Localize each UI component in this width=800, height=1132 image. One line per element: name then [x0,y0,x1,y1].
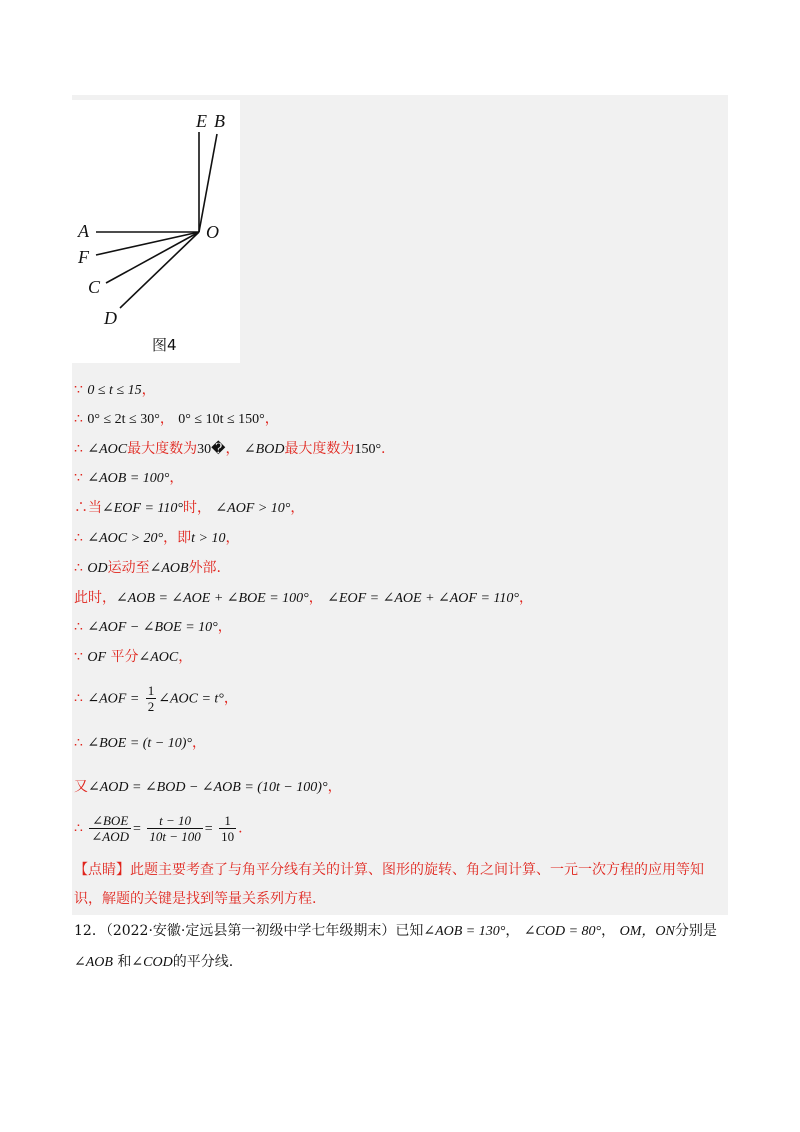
ray-OC [106,232,199,283]
solution-line-9: ∴ ∠AOF − ∠BOE = 10°， [74,619,232,635]
solution-line-4: ∵ ∠AOB = 100°， [74,470,184,486]
fraction-t-expression: $\frac{t - 10}{10t - 100}$ [149,813,201,844]
solution-line-13: 又∠AOD = ∠BOD − ∠AOB = (10t − 100)°， [74,779,342,795]
angle-diagram [72,100,240,363]
key-point-note: 【点睛】此题主要考查了与角平分线有关的计算、图形的旋转、角之间计算、一元一次方程的应用等知识，解题的关键是找到等量关系列方程. [74,862,704,907]
solution-line-7: ∴ OD运动至∠AOB外部. [74,560,222,576]
solution-line-2: ∴ 0° ≤ 2t ≤ 30°， 0° ≤ 10t ≤ 150°， [74,411,279,427]
question-source: （2022·安徽·定远县第一初级中学七年级期末）已知 [105,923,424,939]
figure-4 [72,100,240,363]
point-label-O: O [206,222,219,242]
point-label-A: A [78,221,89,241]
solution-line-10: ∵ OF 平分∠AOC， [74,649,193,665]
solution-line-11: ∴ ∠AOF = $\frac{1}{2}$ ∠AOC = t°， [74,683,238,714]
solution-line-3: ∴ ∠AOC最大度数为30�， ∠BOD最大度数为150°. [74,441,386,457]
figure-caption: 图4 [152,336,177,354]
ray-OB [199,134,217,232]
point-label-E: E [196,111,207,131]
solution-line-5: ∴当∠EOF = 110°时， ∠AOF > 10°， [74,500,305,516]
question-12: 12．（2022·安徽·定远县第一初级中学七年级期末）已知∠AOB = 130°， ∠COD = 80°， OM，ON分别是 ∠AOB 和∠COD的平分线. [74,923,717,970]
solution-line-14: ∴ $\frac{\text{∠BOE}}{\text{∠AOD}}$ = $\frac{t - 10}{10t - 100}$ = $\frac{1}{10}$ . [74,813,243,844]
question-number: 12． [74,923,106,939]
fraction-boe-aod: $\frac{\text{∠BOE}}{\text{∠AOD}}$ [91,813,129,844]
solution-line-1: ∵ 0 ≤ t ≤ 15， [74,382,156,398]
solution-line-12: ∴ ∠BOE = (t − 10)°， [74,735,207,751]
ray-OD [120,232,199,308]
ray-OF [96,232,199,255]
point-label-D: D [104,308,117,328]
fraction-one-tenth: $\frac{1}{10}$ [221,813,235,844]
solution-line-8: 此时，∠AOB = ∠AOE + ∠BOE = 100°， ∠EOF = ∠AOE + ∠AOF = 110°， [74,590,533,606]
point-label-B: B [214,111,225,131]
solution-line-6: ∴ ∠AOC > 20°，即t > 10， [74,530,240,546]
point-label-F: F [78,247,89,267]
fraction-one-half: $\frac{1}{2}$ [147,683,155,714]
point-label-C: C [88,277,101,297]
